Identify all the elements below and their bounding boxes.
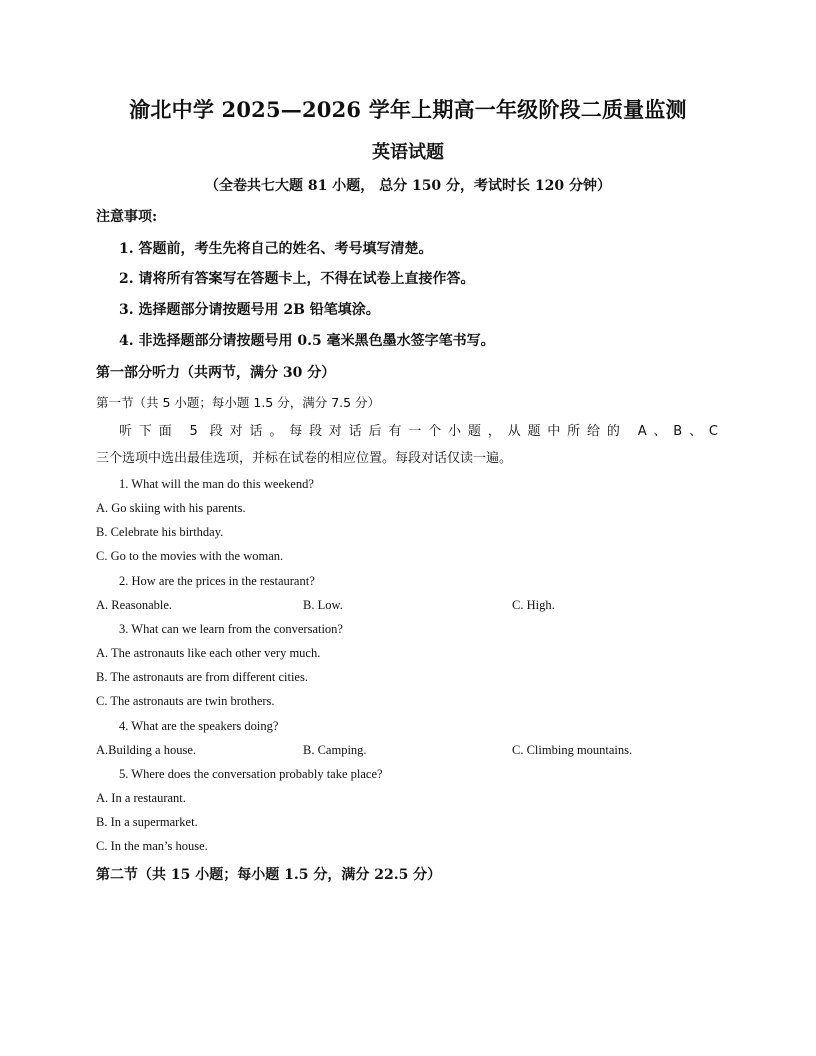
answer-option: A. In a restaurant. [96,791,186,805]
answer-option: B. Celebrate his birthday. [96,525,224,539]
answer-option: B. The astronauts are from different cities. [96,670,308,684]
notice-item: 3. 选择题部分请按题号用 2B 铅笔填涂。 [119,302,380,318]
notice-item: 2. 请将所有答案写在答题卡上，不得在试卷上直接作答。 [119,271,475,287]
answer-option: A. Reasonable. [96,598,173,612]
section1-heading: 第一节（共 5 小题；每小题 1.5 分，满分 7.5 分） [96,395,381,410]
section2-heading: 第二节（共 15 小题；每小题 1.5 分，满分 22.5 分） [96,867,442,883]
notice-item: 4. 非选择题部分请按题号用 0.5 毫米黑色墨水签字笔书写。 [119,333,495,349]
answer-option: A. The astronauts like each other very much. [96,646,321,660]
answer-option: B. Camping. [303,743,367,757]
answer-option: C. The astronauts are twin brothers. [96,694,275,708]
section1-instruction: 听下面 5 段对话。每段对话后有一个小题，从题中所给的 A、B、C [119,424,719,439]
question-stem: 5. Where does the conversation probably take place? [119,767,383,781]
question-stem: 2. How are the prices in the restaurant? [119,574,315,588]
answer-option: C. Climbing mountains. [512,743,633,757]
question-stem: 3. What can we learn from the conversation? [119,622,343,636]
answer-option: B. Low. [303,598,343,612]
answer-option: A.Building a house. [96,743,196,757]
answer-option: C. High. [512,598,555,612]
part1-heading: 第一部分听力（共两节，满分 30 分） [96,365,336,381]
question-stem: 1. What will the man do this weekend? [119,477,314,491]
answer-option: C. In the man’s house. [96,839,208,853]
section1-instruction: 三个选项中选出最佳选项，并标在试卷的相应位置。每段对话仅读一遍。 [96,451,513,466]
notice-item: 1. 答题前，考生先将自己的姓名、考号填写清楚。 [119,241,433,257]
answer-option: C. Go to the movies with the woman. [96,549,284,563]
question-stem: 4. What are the speakers doing? [119,719,279,733]
notice-heading: 注意事项: [96,209,158,225]
exam-title: 渝北中学 2025—2026 学年上期高一年级阶段二质量监测 [129,97,687,122]
answer-option: A. Go skiing with his parents. [96,501,246,515]
exam-subject: 英语试题 [372,142,444,163]
exam-summary: （全卷共七大题 81 小题， 总分 150 分，考试时长 120 分钟） [204,178,612,194]
answer-option: B. In a supermarket. [96,815,198,829]
